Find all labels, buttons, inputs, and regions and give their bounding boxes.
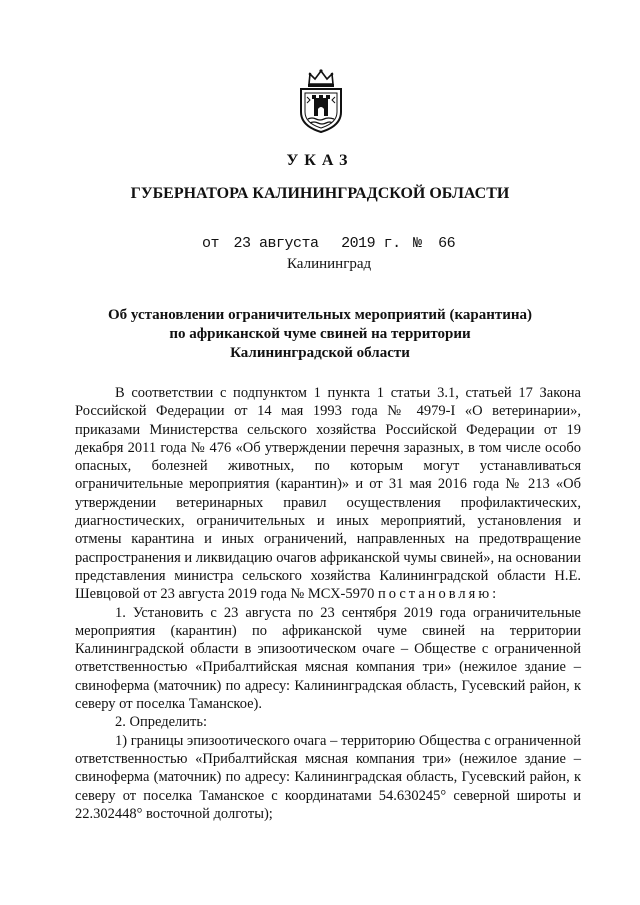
decree-word: постановляю: <box>378 586 500 603</box>
place-of-issue: Калининград <box>287 256 372 272</box>
decree-number: 66 <box>438 235 456 252</box>
date-year: 2019 г. <box>341 235 401 252</box>
subject-line-2: по африканской чуме свиней на территории <box>169 326 471 342</box>
subject-line-1: Об установлении ограничительных мероприятий (карантина) <box>107 307 532 323</box>
dateline <box>202 235 455 252</box>
doc-type-title: УКАЗ <box>286 152 354 169</box>
date-prefix: от <box>202 235 220 252</box>
number-sign: № <box>413 235 422 252</box>
issuer-title: ГУБЕРНАТОРА КАЛИНИНГРАДСКОЙ ОБЛАСТИ <box>130 185 510 202</box>
subject-line-3: Калининградской области <box>230 345 410 361</box>
item-1-paragraph: 1. Установить с 23 августа по 23 сентября 2019 года ограничительные мероприятия (карантин) по африканской чуме свиней на территории Калининградской области в эпизоотическом очаге – Обществе с ограниченной ответственностью «Прибалтийская мясная компания три» (нежилое здание – свиноферма (маточник) по адресу: Калининградская область, Гусевский район, к северу от поселка Таманское). <box>75 604 581 713</box>
decree-subject <box>70 306 570 363</box>
preamble-text: В соответствии с подпунктом 1 пункта 1 статьи 3.1, статьей 17 Закона Российской Федерации от 14 мая 1993 года № 4979-I «О ветеринарии», приказами Министерства сельского хозяйства Российской Федерации от 19 декабря 2011 года № 476 «Об утверждении перечня заразных, в том числе особо опасных, болезней животных, по которым могут устанавливаться ограничительные мероприятия (карантин)» и от 31 мая 2016 года № 213 «Об утверждении ветеринарных правил осуществления профилактических, диагностических, ограничительных и иных мероприятий, установления и отмены карантина и иных ограничений, направленных на предотвращение распространения и ликвидацию очагов африканской чумы свиней», на основании представления министра сельского хозяйства Калининградской области Н.Е. Шевцовой от 23 августа 2019 года № МСХ-5970 <box>75 385 581 603</box>
coat-of-arms-icon <box>296 68 346 134</box>
decree-body <box>75 384 581 823</box>
preamble-paragraph <box>75 384 581 604</box>
date-value: 23 августа <box>233 235 319 252</box>
item-2-1-paragraph: 1) границы эпизоотического очага – территорию Общества с ограниченной ответственностью «Прибалтийская мясная компания три» (нежилое здание – свиноферма (маточник) по адресу: Калининградская область, Гусевский район, к северу от поселка Таманское с координатами 54.630245° северной широты и 22.302448° восточной долготы); <box>75 732 581 822</box>
item-2-paragraph: 2. Определить: <box>115 714 208 731</box>
